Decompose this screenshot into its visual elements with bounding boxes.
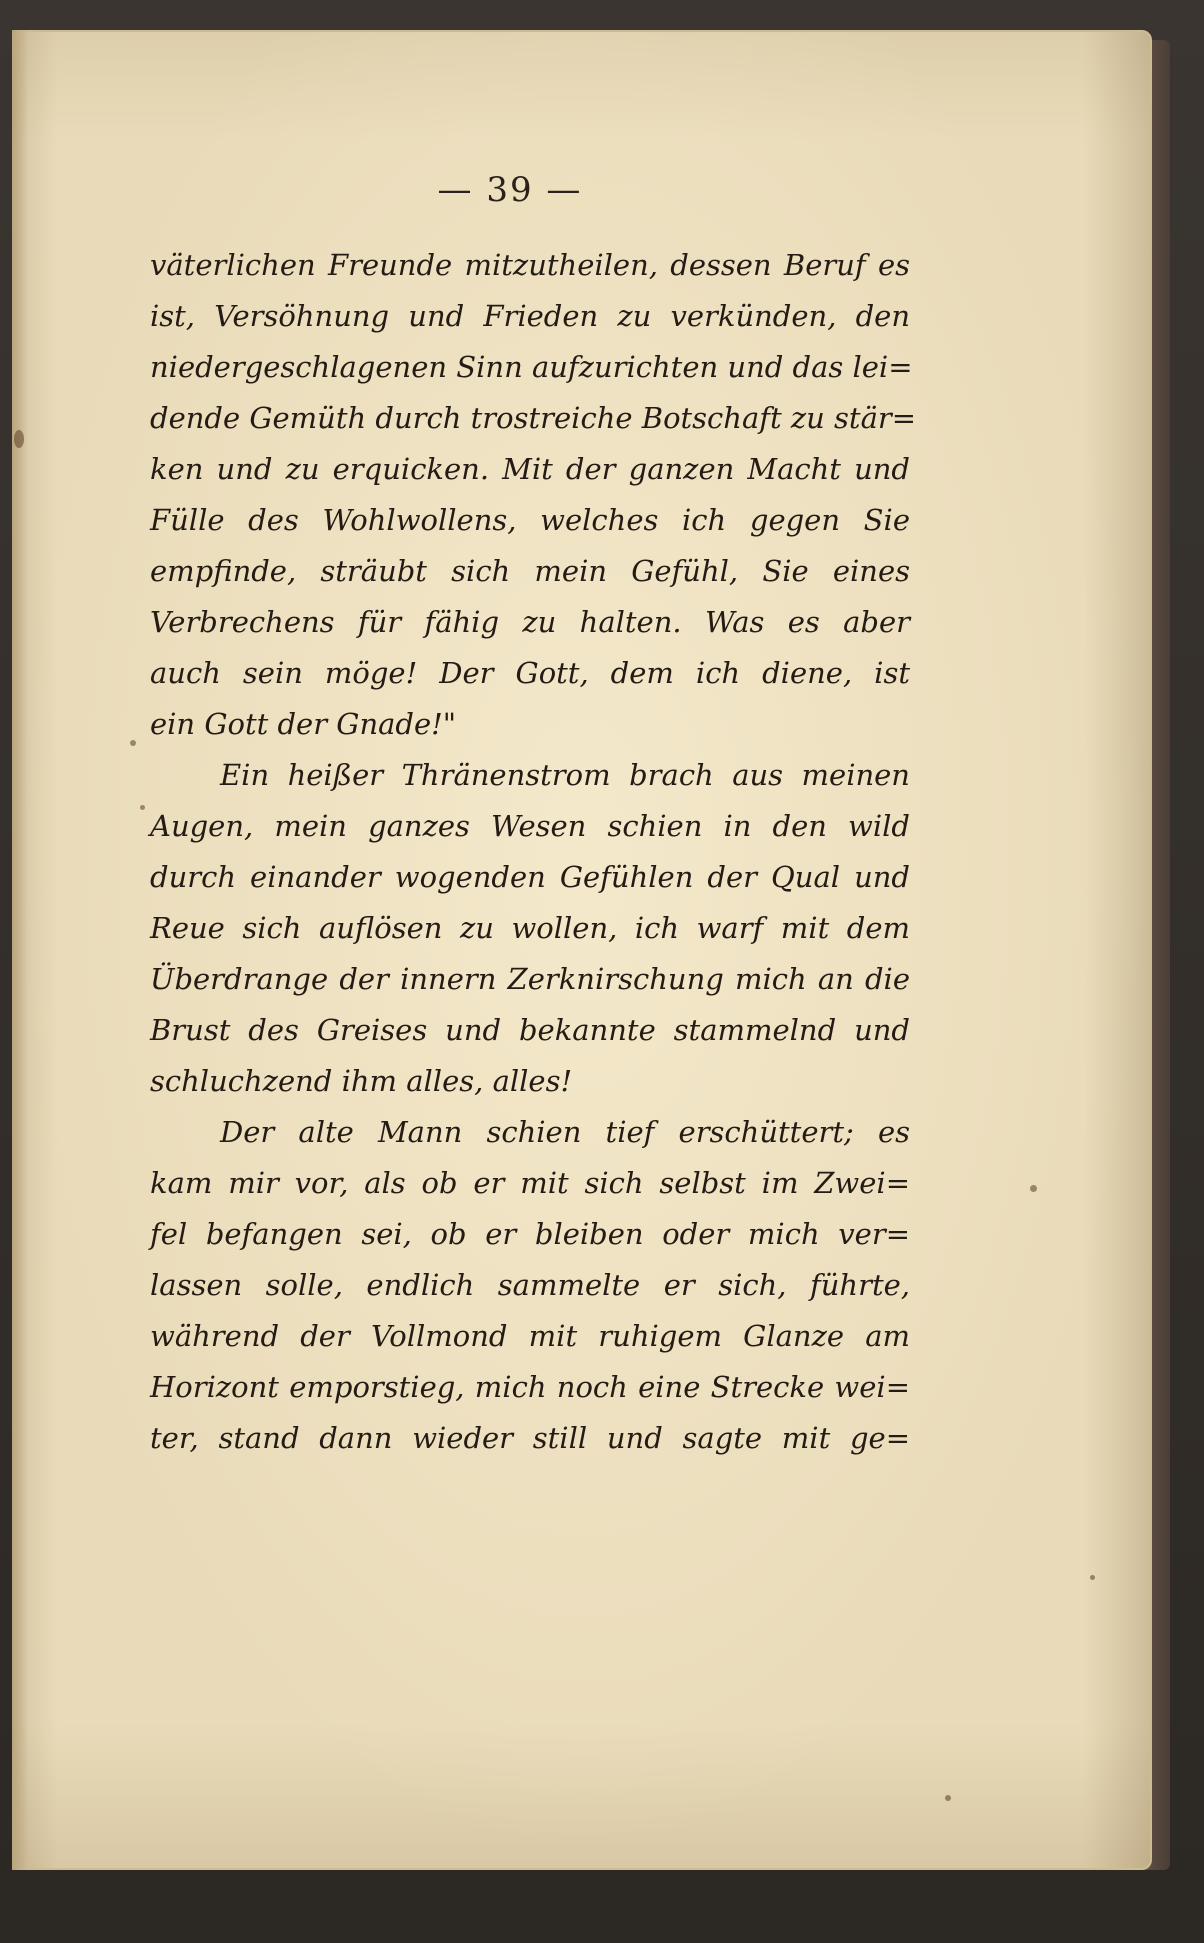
text-line: lassen solle, endlich sammelte er sich, führte, [150,1268,910,1302]
text-line: ist, Versöhnung und Frieden zu verkünden, den [150,299,910,333]
text-line: Horizont emporstieg, mich noch eine Strecke wei= [150,1370,910,1404]
text-line: Fülle des Wohlwollens, welches ich gegen Sie [150,503,910,537]
foxing-spot [14,430,24,448]
text-line: Brust des Greises und bekannte stammelnd und [150,1013,910,1047]
text-line: ken und zu erquicken. Mit der ganzen Macht und [150,452,910,486]
foxing-spot [130,740,136,746]
text-line: fel befangen sei, ob er bleiben oder mich ver= [150,1217,910,1251]
foxing-spot [1030,1185,1037,1192]
text-line: schluchzend ihm alles, alles! [150,1064,573,1098]
text-line: ein Gott der Gnade!" [150,707,457,741]
text-line: niedergeschlagenen Sinn aufzurichten und das lei= [150,350,913,384]
page-number: — 39 — [437,170,583,210]
text-line: Reue sich auflösen zu wollen, ich warf mit dem [150,911,910,945]
page-gutter [12,30,28,1870]
text-line: Verbrechens für fähig zu halten. Was es aber [150,605,910,639]
paragraph-start-line: Der alte Mann schien tief erschüttert; es [220,1115,910,1149]
text-line: ter, stand dann wieder still und sagte mit ge= [150,1421,910,1455]
text-line: dende Gemüth durch trostreiche Botschaft zu stär= [150,401,917,435]
text-line: auch sein möge! Der Gott, dem ich diene, ist [150,656,910,690]
text-line: Überdrange der innern Zerknirschung mich an die [150,962,910,996]
foxing-spot [140,805,145,810]
text-line: kam mir vor, als ob er mit sich selbst im Zwei= [150,1166,910,1200]
text-line: durch einander wogenden Gefühlen der Qual und [150,860,910,894]
text-line: empfinde, sträubt sich mein Gefühl, Sie eines [150,554,910,588]
text-line: während der Vollmond mit ruhigem Glanze am [150,1319,910,1353]
text-line: väterlichen Freunde mitzutheilen, dessen Beruf es [150,248,910,282]
foxing-spot [1090,1575,1095,1580]
body-text [150,240,917,1464]
foxing-spot [945,1795,951,1801]
paragraph-start-line: Ein heißer Thränenstrom brach aus meinen [220,758,910,792]
text-line: Augen, mein ganzes Wesen schien in den wild [150,809,910,843]
